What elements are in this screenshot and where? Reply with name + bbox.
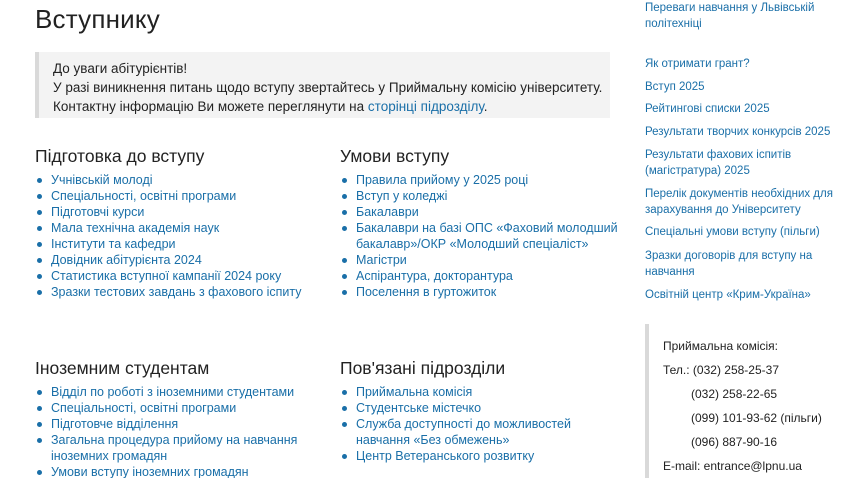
preparation-link[interactable]: Довідник абітурієнта 2024 xyxy=(51,253,202,267)
notice-line-3-prefix: Контактну інформацію Ви можете переглянути на xyxy=(53,99,368,114)
department-page-link[interactable]: сторінці підрозділу xyxy=(367,99,484,114)
list-item xyxy=(340,172,620,188)
list-item xyxy=(35,204,325,220)
preparation-link[interactable]: Зразки тестових завдань з фахового іспиту xyxy=(51,285,302,299)
foreign-students-link[interactable]: Підготовче відділення xyxy=(51,417,179,431)
admission-conditions-list xyxy=(340,172,620,300)
page-title: Вступнику xyxy=(35,4,160,34)
list-item xyxy=(340,384,620,400)
list-item xyxy=(35,400,325,416)
sidebar-link[interactable]: Результати фахових іспитів (магістратура) 2025 xyxy=(645,149,792,177)
list-item xyxy=(35,252,325,268)
admission-condition-link[interactable]: Аспірантура, докторантура xyxy=(356,269,513,283)
contact-phone: (032) 258-22-65 xyxy=(691,387,778,401)
list-item xyxy=(340,416,620,448)
list-item xyxy=(35,172,325,188)
admission-condition-link[interactable]: Правила прийому у 2025 році xyxy=(356,173,529,187)
admission-condition-link[interactable]: Поселення в гуртожиток xyxy=(356,285,497,299)
contact-phone: Тел.: (032) 258-25-37 xyxy=(663,363,779,377)
list-item xyxy=(35,384,325,400)
sidebar-link[interactable]: Перелік документів необхідних для зарахування до Університету xyxy=(645,188,833,216)
admission-condition-link[interactable]: Магістри xyxy=(356,253,407,267)
preparation-link[interactable]: Статистика вступної кампанії 2024 року xyxy=(51,269,282,283)
foreign-students-link[interactable]: Умови вступу іноземних громадян xyxy=(51,465,249,478)
preparation-link[interactable]: Учнівській молоді xyxy=(51,173,153,187)
list-item xyxy=(35,188,325,204)
section-title-foreign-students: Іноземним студентам xyxy=(35,358,210,378)
contact-title: Приймальна комісія: xyxy=(663,339,778,353)
sidebar-link[interactable]: Результати творчих конкурсів 2025 xyxy=(645,126,831,138)
foreign-students-list xyxy=(35,384,325,478)
list-item xyxy=(35,284,325,300)
sidebar-link[interactable]: Спеціальні умови вступу (пільги) xyxy=(645,226,820,238)
section-admission-conditions xyxy=(340,146,620,300)
related-unit-link[interactable]: Студентське містечко xyxy=(356,401,482,415)
notice-box xyxy=(35,52,610,118)
section-foreign-students xyxy=(35,358,325,478)
list-item xyxy=(340,400,620,416)
preparation-link[interactable]: Спеціальності, освітні програми xyxy=(51,189,237,203)
list-item xyxy=(340,220,620,252)
admission-condition-link[interactable]: Бакалаври xyxy=(356,205,419,219)
list-item xyxy=(35,220,325,236)
preparation-link[interactable]: Мала технічна академія наук xyxy=(51,221,220,235)
list-item xyxy=(35,268,325,284)
notice-line-2: У разі виникнення питань щодо вступу звертайтесь у Приймальну комісію університету. xyxy=(53,80,603,95)
sidebar-link[interactable]: Рейтингові списки 2025 xyxy=(645,103,770,115)
list-item xyxy=(340,252,620,268)
foreign-students-link[interactable]: Спеціальності, освітні програми xyxy=(51,401,237,415)
related-unit-link[interactable]: Центр Ветеранського розвитку xyxy=(356,449,535,463)
section-preparation xyxy=(35,146,325,300)
list-item xyxy=(340,448,620,464)
sidebar-link[interactable]: Вступ 2025 xyxy=(645,81,705,93)
list-item xyxy=(340,284,620,300)
sidebar-link[interactable]: Як отримати грант? xyxy=(645,58,750,70)
list-item xyxy=(340,268,620,284)
related-unit-link[interactable]: Служба доступності до можливостей навчання «Без обмежень» xyxy=(356,417,571,447)
admissions-contact-box xyxy=(645,324,835,478)
sidebar-link[interactable]: Зразки договорів для вступу на навчання xyxy=(645,250,813,278)
related-unit-link[interactable]: Приймальна комісія xyxy=(356,385,473,399)
admission-condition-link[interactable]: Вступ у коледжі xyxy=(356,189,448,203)
notice-line-3-suffix: . xyxy=(483,99,488,114)
notice-line-1: До уваги абітурієнтів! xyxy=(53,61,188,76)
list-item xyxy=(35,464,325,478)
section-title-admission-conditions: Умови вступу xyxy=(340,146,450,166)
preparation-link[interactable]: Інститути та кафедри xyxy=(51,237,176,251)
contact-email: E-mail: entrance@lpnu.ua xyxy=(663,459,802,473)
admission-condition-link[interactable]: Бакалаври на базі ОПС «Фаховий молодший бакалавр»/ОКР «Молодший спеціаліст» xyxy=(356,221,618,251)
list-item xyxy=(35,432,325,464)
section-related-units xyxy=(340,358,620,464)
section-title-preparation: Підготовка до вступу xyxy=(35,146,205,166)
preparation-link[interactable]: Підготовчі курси xyxy=(51,205,145,219)
foreign-students-link[interactable]: Загальна процедура прийому на навчання іноземних громадян xyxy=(51,433,298,463)
preparation-list xyxy=(35,172,325,300)
notice-line-3 xyxy=(53,97,610,116)
contact-phone: (099) 101-93-62 (пільги) xyxy=(691,411,822,425)
contact-phone: (096) 887-90-16 xyxy=(691,435,778,449)
list-item xyxy=(35,416,325,432)
list-item xyxy=(35,236,325,252)
section-title-related-units: Пов'язані підрозділи xyxy=(340,358,506,378)
foreign-students-link[interactable]: Відділ по роботі з іноземними студентами xyxy=(51,385,295,399)
related-units-list xyxy=(340,384,620,464)
list-item xyxy=(340,204,620,220)
sidebar-link[interactable]: Освітній центр «Крим-Україна» xyxy=(645,289,811,301)
sidebar-link[interactable]: Переваги навчання у Львівській політехніці xyxy=(645,2,815,30)
list-item xyxy=(340,188,620,204)
